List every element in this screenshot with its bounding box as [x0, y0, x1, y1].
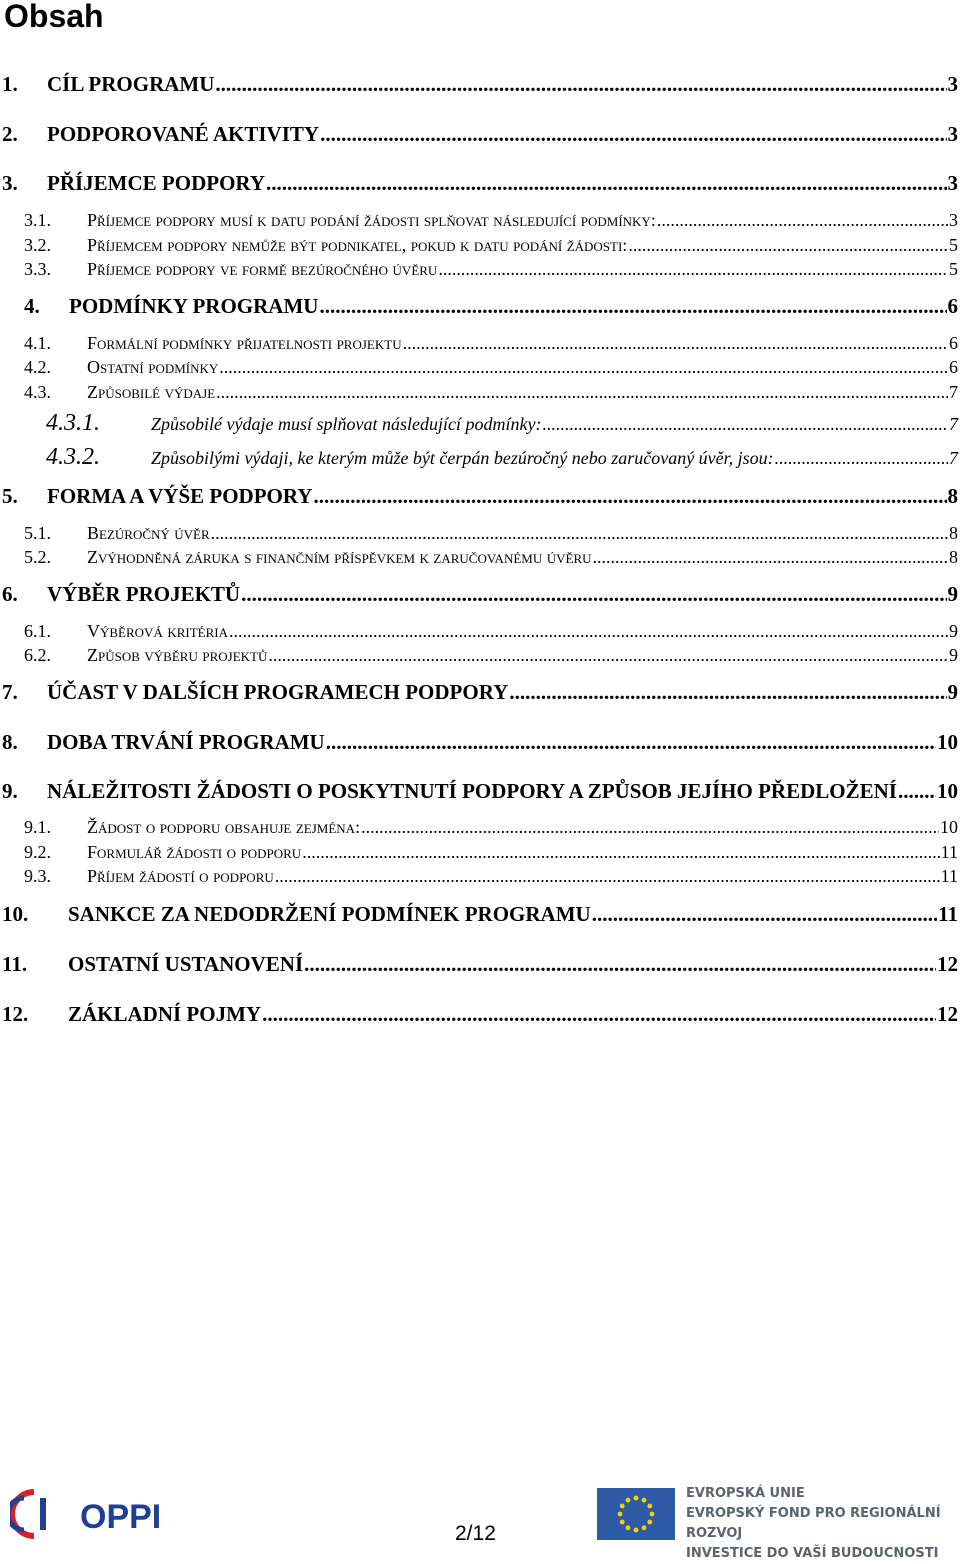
toc-entry-page: 7 [949, 414, 958, 434]
toc-leader [628, 235, 948, 256]
toc-entry[interactable] [0, 1002, 958, 1027]
toc-entry-page: 8 [947, 484, 958, 508]
toc-entry-page: 11 [940, 866, 958, 886]
toc-entry-page: 3 [947, 171, 958, 195]
toc-entry-label: Bezúročný úvěr [87, 523, 210, 543]
toc-entry[interactable] [0, 645, 958, 666]
eu-line: EVROPSKÝ FOND PRO REGIONÁLNÍ ROZVOJ [686, 1506, 941, 1541]
toc-entry-label: VÝBĚR PROJEKTŮ [47, 582, 241, 606]
toc-entry-number: 12. [2, 1002, 29, 1026]
toc-leader [262, 1002, 936, 1027]
toc-entry-page: 9 [949, 621, 958, 641]
toc-leader [275, 866, 940, 887]
toc-entry[interactable] [0, 547, 958, 568]
toc-entry-number: 9.1. [24, 817, 51, 837]
toc-entry-label: ÚČAST V DALŠÍCH PROGRAMECH PODPORY [47, 680, 509, 704]
toc-entry[interactable] [0, 122, 958, 147]
eu-line: INVESTICE DO VAŠÍ BUDOUCNOSTI [686, 1546, 939, 1561]
toc-entry-label: Příjemcem podpory nemůže být podnikatel, pokud k datu podání žádosti: [87, 235, 628, 255]
eu-funding-statement [686, 1484, 960, 1564]
toc-entry-page: 3 [947, 122, 958, 146]
toc-entry[interactable] [0, 680, 958, 705]
eu-line: EVROPSKÁ UNIE [686, 1486, 805, 1501]
oppi-logo-text: OPPI [80, 1498, 162, 1536]
toc-entry-number: 3.1. [24, 210, 51, 230]
toc-entry-label: ZÁKLADNÍ POJMY [68, 1002, 262, 1026]
toc-entry-page: 5 [949, 259, 958, 279]
toc-leader [326, 730, 936, 755]
toc-entry-number: 8. [2, 730, 18, 754]
toc-leader [593, 547, 948, 568]
toc-entry-label: Ostatní podmínky [87, 357, 219, 377]
toc-entry[interactable] [0, 72, 958, 97]
toc-entry-page: 8 [949, 547, 958, 567]
toc-entry-page: 10 [937, 730, 958, 754]
toc-entry-number: 11. [2, 952, 28, 976]
toc-entry[interactable] [0, 444, 958, 471]
toc-entry[interactable] [0, 902, 958, 927]
toc-entry-page: 12 [937, 1002, 958, 1026]
toc-entry-page: 12 [937, 952, 958, 976]
toc-leader [266, 171, 947, 196]
toc-leader [216, 382, 948, 403]
toc-entry[interactable] [0, 484, 958, 509]
toc-entry-page: 10 [937, 779, 958, 803]
toc-entry[interactable] [0, 259, 958, 280]
toc-leader [241, 582, 946, 607]
toc-entry-label: Příjemce podpory ve formě bezúročného úvěru [87, 259, 438, 279]
toc-leader [319, 294, 946, 319]
toc-entry-page: 7 [949, 448, 958, 468]
toc-leader [775, 448, 948, 469]
toc-entry[interactable] [0, 842, 958, 863]
toc-entry-label: PŘÍJEMCE PODPORY [47, 171, 265, 195]
toc-leader [898, 779, 936, 804]
toc-entry-number: 5. [2, 484, 18, 508]
toc-entry[interactable] [0, 866, 958, 887]
toc-entry-page: 3 [947, 72, 958, 96]
toc-entry-number: 3. [2, 171, 18, 195]
toc-leader [268, 645, 948, 666]
toc-entry-label: DOBA TRVÁNÍ PROGRAMU [47, 730, 325, 754]
toc-entry-number: 3.3. [24, 259, 51, 279]
toc-entry-number: 4.1. [24, 333, 51, 353]
toc-entry-number: 6. [2, 582, 18, 606]
toc-entry-page: 6 [949, 333, 958, 353]
toc-leader [302, 842, 939, 863]
toc-entry[interactable] [0, 817, 958, 838]
toc-entry-number: 7. [2, 680, 18, 704]
toc-entry-number: 9.2. [24, 842, 51, 862]
toc-entry[interactable] [0, 523, 958, 544]
toc-entry-label: Způsob výběru projektů [87, 645, 268, 665]
toc-entry[interactable] [0, 952, 958, 977]
toc-entry-page: 5 [949, 235, 958, 255]
toc-entry-number: 5.2. [24, 547, 51, 567]
toc-entry-number: 5.1. [24, 523, 51, 543]
toc-entry-number: 3.2. [24, 235, 51, 255]
toc-leader [211, 523, 948, 544]
toc-entry-label: FORMA A VÝŠE PODPORY [47, 484, 313, 508]
toc-entry-page: 7 [949, 382, 958, 402]
toc-entry-label: Zvýhodněná záruka s finančním příspěvkem k zaručovanému úvěru [87, 547, 592, 567]
toc-entry[interactable] [0, 730, 958, 755]
toc-entry-label: Způsobilými výdaji, ke kterým může být čerpán bezúročný nebo zaručovaný úvěr, jsou: [151, 448, 774, 468]
toc-entry-number: 4.3.1. [46, 410, 100, 436]
toc-entry-number: 4.3. [24, 382, 51, 402]
toc-entry[interactable] [0, 235, 958, 256]
toc-leader [403, 333, 948, 354]
toc-entry-label: Formální podmínky přijatelnosti projektu [87, 333, 402, 353]
toc-entry[interactable] [0, 210, 958, 231]
toc-entry-label: OSTATNÍ USTANOVENÍ [68, 952, 304, 976]
toc-entry-number: 2. [2, 122, 18, 146]
toc-entry-page: 3 [949, 210, 958, 230]
toc-entry-number: 10. [2, 902, 29, 926]
toc-entry-label: Výběrová kritéria [87, 621, 228, 641]
toc-leader [509, 680, 946, 705]
toc-entry[interactable] [0, 582, 958, 607]
toc-leader [592, 902, 937, 927]
eu-flag-icon [597, 1488, 675, 1540]
toc-entry-label: Příjemce podpory musí k datu podání žádosti splňovat následující podmínky: [87, 210, 656, 230]
toc-entry[interactable] [0, 171, 958, 196]
toc-entry-page: 9 [949, 645, 958, 665]
toc-entry-label: CÍL PROGRAMU [47, 72, 215, 96]
toc-leader [304, 952, 936, 977]
toc-leader [320, 122, 946, 147]
toc-entry-page: 6 [949, 357, 958, 377]
toc-entry-label: Způsobilé výdaje musí splňovat následující podmínky: [151, 414, 542, 434]
toc-entry-number: 6.2. [24, 645, 51, 665]
toc-entry-number: 4.3.2. [46, 444, 100, 470]
toc-entry-number: 6.1. [24, 621, 51, 641]
toc-leader [219, 357, 948, 378]
toc-leader [215, 72, 946, 97]
toc-entry[interactable] [0, 382, 958, 403]
toc-leader [361, 817, 939, 838]
toc-entry-label: Způsobilé výdaje [87, 382, 216, 402]
toc-entry-number: 4.2. [24, 357, 51, 377]
toc-entry-page: 9 [947, 680, 958, 704]
toc-entry-label: Příjem žádostí o podporu [87, 866, 274, 886]
toc-entry-number: 4. [24, 294, 40, 318]
page-title: Obsah [4, 0, 104, 34]
toc-entry-number: 1. [2, 72, 18, 96]
toc-entry[interactable] [0, 410, 958, 437]
toc-entry-label: Žádost o podporu obsahuje zejména: [87, 817, 361, 837]
toc-entry[interactable] [0, 333, 958, 354]
toc-leader [542, 414, 948, 435]
toc-leader [229, 621, 948, 642]
toc-entry-label: NÁLEŽITOSTI ŽÁDOSTI O POSKYTNUTÍ PODPORY A ZPŮSOB JEJÍHO PŘEDLOŽENÍ [47, 779, 897, 803]
toc-entry[interactable] [0, 621, 958, 642]
toc-entry-label: SANKCE ZA NEDODRŽENÍ PODMÍNEK PROGRAMU [68, 902, 591, 926]
toc-entry-page: 8 [949, 523, 958, 543]
toc-entry-page: 11 [938, 902, 958, 926]
toc-leader [657, 210, 948, 231]
toc-entry-label: PODPOROVANÉ AKTIVITY [47, 122, 320, 146]
toc-entry-number: 9. [2, 779, 18, 803]
toc-entry-number: 9.3. [24, 866, 51, 886]
toc-entry-page: 11 [940, 842, 958, 862]
oppi-logo [10, 1486, 170, 1542]
toc-leader [313, 484, 946, 509]
toc-entry[interactable] [0, 779, 958, 804]
toc-entry-page: 6 [947, 294, 958, 318]
toc-entry-page: 9 [947, 582, 958, 606]
toc-entry-label: Formulář žádosti o podporu [87, 842, 302, 862]
toc-entry[interactable] [0, 357, 958, 378]
page-number: 2/12 [455, 1522, 496, 1545]
toc-entry[interactable] [0, 294, 958, 319]
toc-entry-label: PODMÍNKY PROGRAMU [69, 294, 319, 318]
toc-leader [438, 259, 948, 280]
toc-entry-page: 10 [940, 817, 958, 837]
